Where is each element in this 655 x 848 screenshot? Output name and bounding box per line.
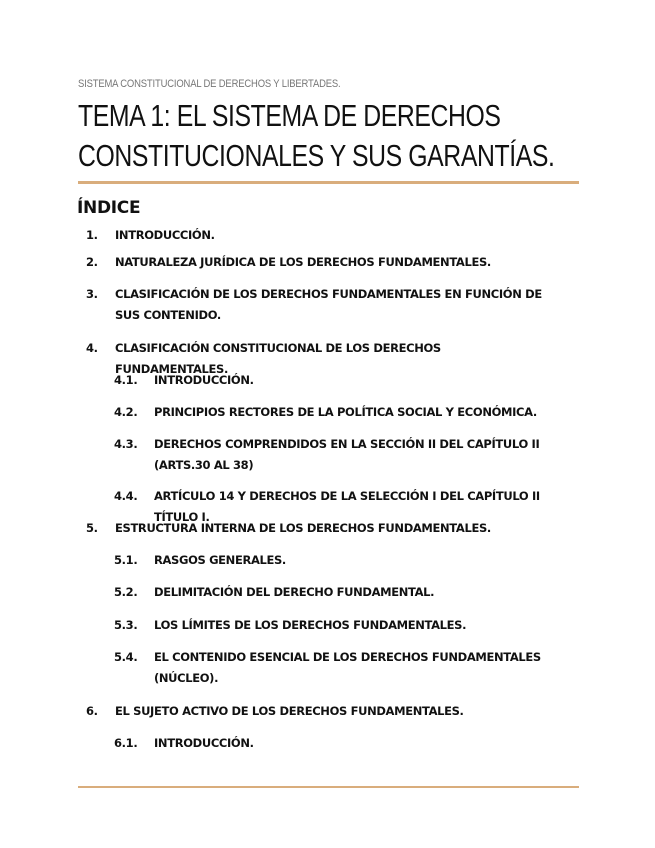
toc-number: 1. [86,228,98,242]
toc-text: ARTÍCULO 14 Y DERECHOS DE LA SELECCIÓN I DEL CAPÍTULO II TÍTULO I. [154,489,540,524]
toc-number: 6. [86,704,98,718]
page-title [78,96,554,176]
toc-text: DERECHOS COMPRENDIDOS EN LA SECCIÓN II DEL CAPÍTULO II (ARTS.30 AL 38) [154,437,540,472]
toc-text: EL CONTENIDO ESENCIAL DE LOS DERECHOS FUNDAMENTALES (NÚCLEO). [154,650,541,685]
toc-text: RASGOS GENERALES. [154,553,286,567]
toc-text: LOS LÍMITES DE LOS DERECHOS FUNDAMENTALES. [154,618,467,632]
top-divider [78,181,579,184]
toc-number: 5. [86,521,98,535]
toc-number: 3. [86,287,98,301]
title-line-2: CONSTITUCIONALES Y SUS GARANTÍAS. [78,138,555,173]
toc-number: 5.3. [114,618,138,632]
toc-number: 4.2. [114,405,138,419]
toc-text: EL SUJETO ACTIVO DE LOS DERECHOS FUNDAMENTALES. [115,704,464,718]
toc-text: CLASIFICACIÓN DE LOS DERECHOS FUNDAMENTALES EN FUNCIÓN DE SUS CONTENIDO. [115,287,542,322]
toc-number: 6.1. [114,736,138,750]
toc-text: NATURALEZA JURÍDICA DE LOS DERECHOS FUNDAMENTALES. [115,255,491,269]
toc-number: 4.4. [114,489,138,503]
toc-text: INTRODUCCIÓN. [154,373,254,387]
index-heading: ÍNDICE [77,198,141,218]
toc-number: 5.1. [114,553,138,567]
toc-number: 5.4. [114,650,138,664]
title-line-1: TEMA 1: EL SISTEMA DE DERECHOS [78,98,501,133]
toc-text: INTRODUCCIÓN. [115,228,215,242]
toc-text: CLASIFICACIÓN CONSTITUCIONAL DE LOS DERECHOS FUNDAMENTALES. [115,341,441,376]
toc-number: 4. [86,341,98,355]
subject-header: SISTEMA CONSTITUCIONAL DE DERECHOS Y LIBERTADES. [78,78,341,90]
toc-number: 5.2. [114,585,138,599]
toc-text: PRINCIPIOS RECTORES DE LA POLÍTICA SOCIAL Y ECONÓMICA. [154,405,537,419]
toc-text: INTRODUCCIÓN. [154,736,254,750]
toc-text: DELIMITACIÓN DEL DERECHO FUNDAMENTAL. [154,585,435,599]
toc-number: 4.3. [114,437,138,451]
toc-number: 4.1. [114,373,138,387]
toc-text: ESTRUCTURA INTERNA DE LOS DERECHOS FUNDAMENTALES. [115,521,491,535]
toc-number: 2. [86,255,98,269]
bottom-divider [78,786,579,788]
